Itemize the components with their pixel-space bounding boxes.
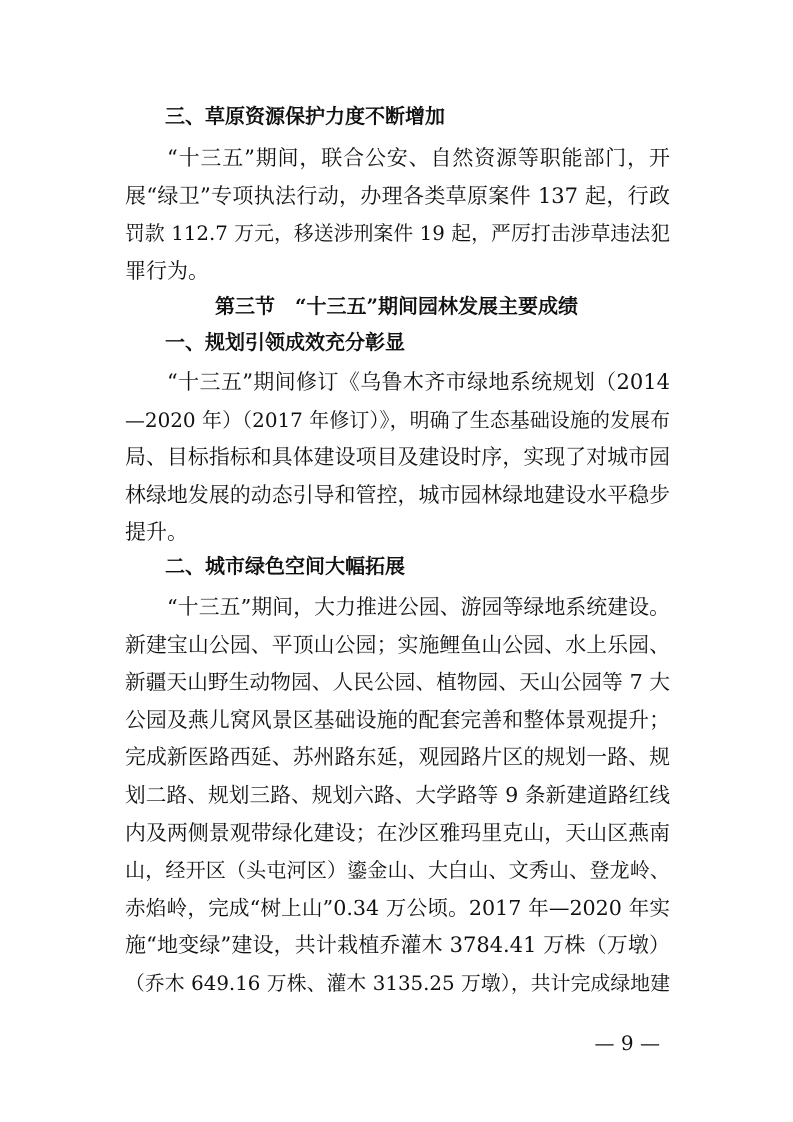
paragraph-line: 提升。 xyxy=(125,520,188,545)
paragraph-grassland-enforcement xyxy=(125,140,670,290)
paragraph-line: 林绿地发展的动态引导和管控，城市园林绿地建设水平稳步 xyxy=(125,482,670,507)
paragraph-line: 山，经开区（头屯河区）鎏金山、大白山、文秀山、登龙岭、 xyxy=(125,858,670,883)
paragraph-line: “十三五”期间，大力推进公园、游园等绿地系统建设。 xyxy=(167,595,670,619)
paragraph-line: 罪行为。 xyxy=(125,258,209,283)
paragraph-line: 局、目标指标和具体建设项目及建设时序，实现了对城市园 xyxy=(125,445,670,470)
section-title: 第三节 “十三五”期间园林发展主要成绩 xyxy=(214,294,578,318)
page-number: — 9 — xyxy=(594,1031,660,1055)
heading-planning: 一、规划引领成效充分彰显 xyxy=(165,330,405,354)
paragraph-green-space xyxy=(125,589,670,1003)
paragraph-line: 施“地变绿”建设，共计栽植乔灌木 3784.41 万株（万墩） xyxy=(125,933,670,958)
paragraph-line: 公园及燕儿窝风景区基础设施的配套完善和整体景观提升； xyxy=(125,707,670,732)
heading-green-space: 二、城市绿色空间大幅拓展 xyxy=(165,554,405,578)
paragraph-line: 新疆天山野生动物园、人民公园、植物园、天山公园等 7 大 xyxy=(125,670,670,695)
paragraph-line: （乔木 649.16 万株、灌木 3135.25 万墩），共计完成绿地建 xyxy=(125,971,670,995)
paragraph-line: 完成新医路西延、苏州路东延，观园路片区的规划一路、规 xyxy=(125,745,670,770)
paragraph-line: 赤焰岭，完成“树上山”0.34 万公顷。2017 年—2020 年实 xyxy=(125,895,670,920)
paragraph-planning xyxy=(125,364,670,552)
paragraph-line: “十三五”期间，联合公安、自然资源等职能部门，开 xyxy=(167,146,670,170)
paragraph-line: 划二路、规划三路、规划六路、大学路等 9 条新建道路红线 xyxy=(125,782,670,807)
heading-grassland-protection: 三、草原资源保护力度不断增加 xyxy=(165,104,445,128)
paragraph-line: —2020 年）（2017 年修订）》，明确了生态基础设施的发展布 xyxy=(125,408,670,432)
paragraph-line: 罚款 112.7 万元，移送涉刑案件 19 起，严厉打击涉草违法犯 xyxy=(125,222,670,246)
paragraph-line: 新建宝山公园、平顶山公园；实施鲤鱼山公园、水上乐园、 xyxy=(125,632,670,657)
paragraph-line: 内及两侧景观带绿化建设；在沙区雅玛里克山，天山区燕南 xyxy=(125,820,670,845)
paragraph-line: 展“绿卫”专项执法行动，办理各类草原案件 137 起，行政 xyxy=(125,183,670,208)
paragraph-line: “十三五”期间修订《乌鲁木齐市绿地系统规划（2014 xyxy=(167,370,670,394)
